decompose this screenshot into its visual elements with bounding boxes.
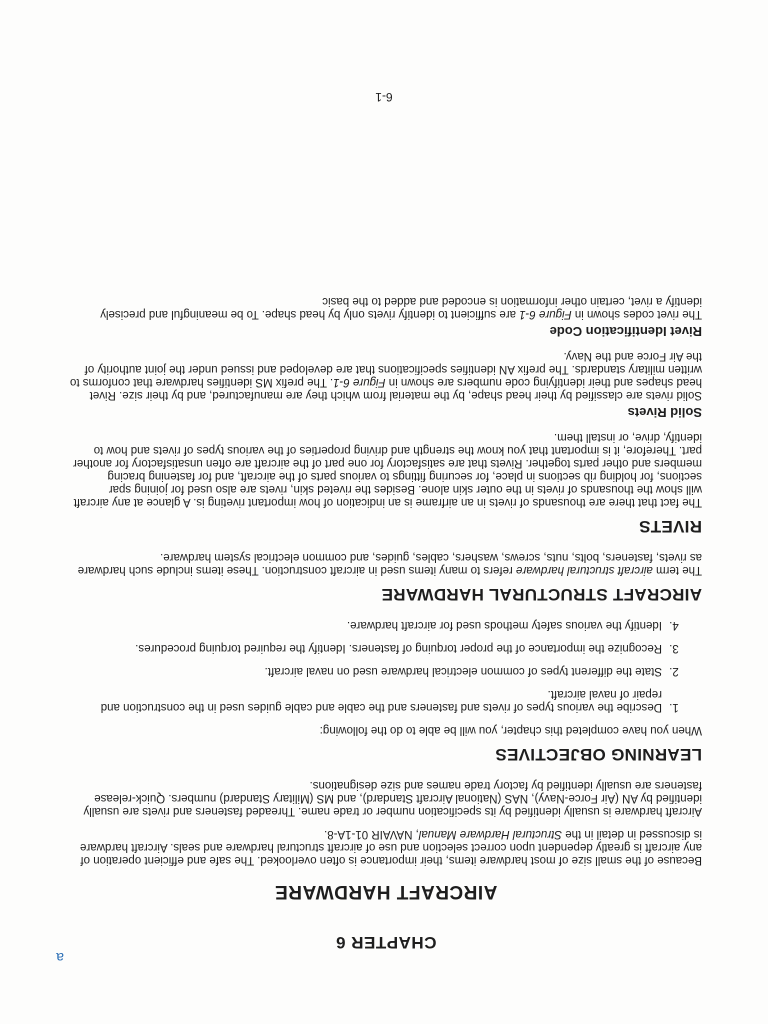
objectives-list <box>70 618 702 713</box>
objective-item: 4. Identify the various safety methods used for aircraft hardware. <box>70 618 666 631</box>
rivets-heading: RIVETS <box>638 517 702 536</box>
structural-hardware-heading: AIRCRAFT STRUCTURAL HARDWARE <box>381 585 702 604</box>
intro-text-b: , NAVAIR 01-1A-8. <box>324 828 419 840</box>
page-content <box>70 284 702 952</box>
learning-objectives-heading: LEARNING OBJECTIVES <box>495 745 702 764</box>
rivet-id-text-b: are sufficient to identify rivets only by head shape. To be meaningful and precisely identify a rivet, certain other information is encoded and added to the basic <box>100 295 702 320</box>
objective-item: 3. Recognize the importance of the proper torquing of fasteners. Identify the required torquing procedures. <box>70 641 666 654</box>
chapter-title: AIRCRAFT HARDWARE <box>274 881 498 902</box>
objective-item: 1. Describe the various types of rivets and fasteners and the cable and cable guides used in the construction and repair of naval aircraft. <box>70 687 666 713</box>
rivet-id-paragraph <box>70 294 702 320</box>
structural-paragraph <box>70 550 702 576</box>
intro-paragraph-2: Aircraft hardware is usually identified by its specification number or trade name. Threaded fasteners and rivets are usually identified by AN (Air Force-Navy), NAS (National Aircraft Standard), and MS (Military Standard) numbers. Quick-release fasteners are usually identified by factory trade names and size designations. <box>83 779 702 817</box>
solid-rivets-text-a: Solid rivets are classified by their head shape, by the material from which they are manufactured, and by their size. Rivet head shapes and their identifying code numbers are shown in <box>89 376 702 401</box>
structural-term: aircraft structural hardware <box>516 564 653 576</box>
structural-text-b: refers to many items used in aircraft construction. These items include such hardware as rivets, fasteners, bolts, nuts, screws, washers, cables, guides, and common electrical system hardware. <box>77 551 702 576</box>
manual-reference: Structural Hardware Manual <box>418 828 562 840</box>
rivets-paragraph: The fact that there are thousands of rivets in an airframe is an indication of how important riveting is. A glance at any aircraft will show the thousands of rivets in the outer skin alone. Besides the riveted skin, rivets are also used for joining spar sections, for holding rib sections in place, for securing fittings to various parts of the aircraft, and for fastening bracing members and other parts together. Rivets that are satisfactory for one part of the aircraft are often unsatisfactory for another part. Therefore, it is important that you know the strength and driving properties of the various types of rivets and how to identify, drive, or install them. <box>73 431 702 508</box>
rivet-id-heading: Rivet Identification Code <box>549 324 702 339</box>
chapter-label: CHAPTER 6 <box>335 933 437 952</box>
rivet-id-text-a: The rivet codes shown in <box>571 308 702 320</box>
figure-reference: Figure 6-1 <box>333 376 386 388</box>
corner-mark: a <box>56 950 64 966</box>
page-number: 6-1 <box>375 90 393 104</box>
figure-reference: Figure 6-1 <box>519 308 572 320</box>
structural-text-a: The term <box>652 564 702 576</box>
solid-rivets-text-b: . The prefix MS identifies hardware that conforms to written military standards. The prefix AN identifies specifications that are developed and issued under the joint authority of the Air Force and the Navy. <box>69 350 702 388</box>
objective-item: 2. State the different types of common electrical hardware used on naval aircraft. <box>70 664 666 677</box>
solid-rivets-paragraph <box>70 349 702 401</box>
solid-rivets-heading: Solid Rivets <box>627 405 702 420</box>
intro-text-a: Because of the small size of most hardware items, their importance is often overlooked. The safe and efficient operation of any aircraft is greatly dependent upon correct selection and use of aircraft structural hardware and seals. Aircraft hardware is discussed in detail in the <box>80 828 702 866</box>
objectives-lead: When you have completed this chapter, you will be able to do the following: <box>319 724 702 736</box>
intro-paragraph-1 <box>70 827 702 866</box>
